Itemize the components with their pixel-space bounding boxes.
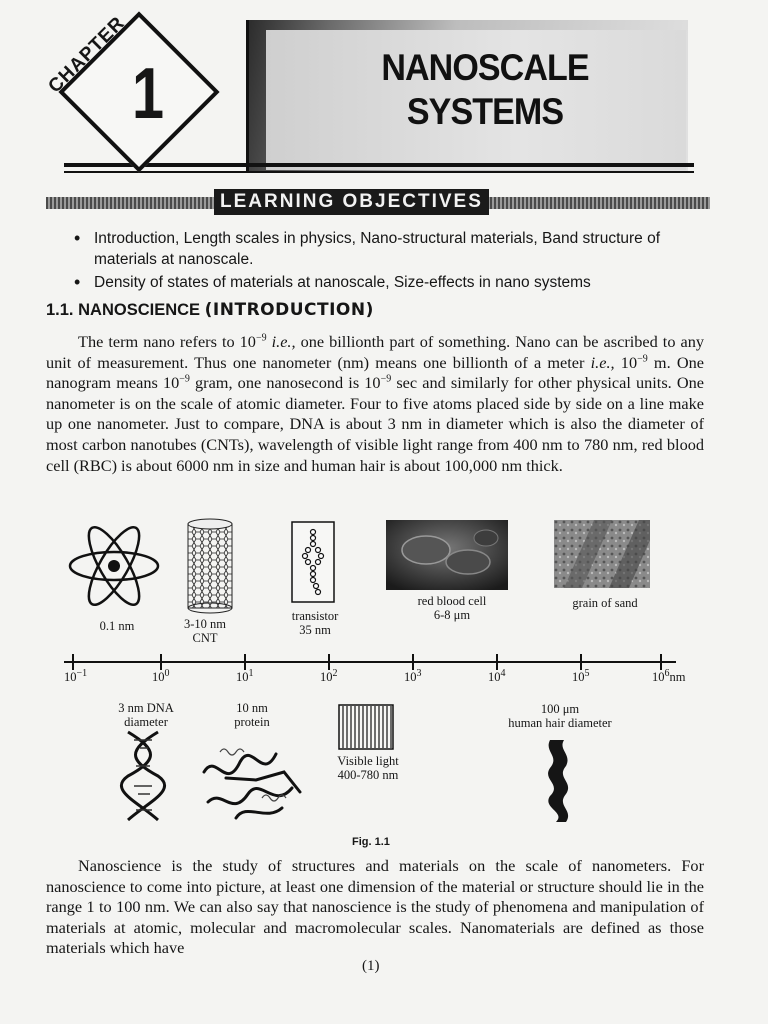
hair-label-line1: 100 μm — [540, 702, 580, 716]
tick-exponent: 1 — [248, 667, 254, 679]
scale-tick-label — [152, 667, 170, 685]
transistor-illustration — [290, 520, 336, 604]
scale-tick-label — [64, 667, 88, 685]
text-run: 10 — [614, 352, 638, 372]
scale-tick-label — [236, 667, 254, 685]
sand-grain-image — [554, 520, 650, 588]
objective-item: • Density of states of materials at nanoscale, Size-effects in nano systems — [66, 272, 716, 293]
exponent: −9 — [255, 332, 267, 344]
text-run-italic: i.e., — [590, 352, 615, 372]
cnt-label-line1: 3-10 nm — [183, 617, 226, 631]
scale-tick — [160, 654, 162, 670]
scale-axis — [64, 661, 676, 663]
hair-label — [486, 702, 634, 730]
rbc-label-line2: 6-8 μm — [433, 608, 471, 622]
tick-exponent: 6 — [664, 667, 670, 679]
banner-left-rule — [246, 20, 249, 172]
dna-label-line2: diameter — [124, 715, 168, 729]
tick-base: 10 — [572, 670, 585, 684]
atom-illustration — [68, 518, 160, 614]
tick-exponent: 0 — [164, 667, 170, 679]
cnt-label-line2: CNT — [192, 631, 218, 645]
chapter-number: 1 — [131, 54, 165, 134]
transistor-label-line1: transistor — [291, 609, 339, 623]
scale-tick-label — [652, 667, 686, 685]
page-number: (1) — [362, 958, 380, 974]
dna-label-line1: 3 nm DNA — [118, 701, 174, 715]
scale-tick-label — [320, 667, 338, 685]
tick-base: 10 — [652, 670, 665, 684]
protein-label-line2: protein — [234, 715, 270, 729]
chapter-title-line2: SYSTEMS — [406, 91, 564, 132]
exponent: −9 — [179, 373, 190, 385]
chapter-title-line1: NANOSCALE — [381, 47, 589, 88]
tick-exponent: 4 — [500, 667, 506, 679]
exponent: −9 — [380, 373, 392, 385]
tick-base: 10 — [404, 670, 417, 684]
scale-tick — [328, 654, 330, 670]
tick-exponent: −1 — [76, 667, 88, 679]
transistor-label-line2: 35 nm — [299, 623, 331, 637]
section-number: 1.1. — [46, 301, 74, 319]
scale-tick — [660, 654, 662, 670]
text-run: gram, one nanosecond is 10 — [189, 373, 381, 393]
scale-tick — [496, 654, 498, 670]
text-run-italic: i.e., — [266, 332, 296, 351]
cnt-illustration — [186, 518, 234, 614]
dna-illustration — [118, 730, 168, 822]
scale-tick — [412, 654, 414, 670]
text-run: one billionth part of something. Nano can be ascribed to any unit of measurement. Thus one nanometer (nm) means one billionth of a meter — [46, 332, 704, 372]
tick-base: 10 — [64, 670, 77, 684]
rbc-label-line1: red blood cell — [417, 594, 487, 608]
section-title: NANOSCIENCE — [78, 301, 201, 319]
exponent: −9 — [637, 353, 648, 365]
tick-exponent: 5 — [584, 667, 590, 679]
hair-label-line2: human hair diameter — [508, 716, 612, 730]
text-run: sec and similarly for other physical units. One nanometer is on the scale of atomic diameter. Four to five atoms placed side by side on a line make up one nanometer. Just to compare, DNA is about 3 nm in diameter which is also the diameter of most carbon nanotubes (CNTs), wavelength of visible light range from 400 nm to 780 nm, red blood cell (RBC) is about 6000 nm in size and human hair is about 100,000 nm thick. — [46, 373, 704, 475]
scale-tick-label — [404, 667, 422, 685]
scale-tick — [580, 654, 582, 670]
scale-tick-label — [572, 667, 590, 685]
transistor-label — [278, 609, 352, 637]
header-rule-bottom — [64, 171, 694, 173]
visible-light-label — [326, 754, 410, 782]
scale-tick — [72, 654, 74, 670]
chapter-word: CHAPTER — [44, 12, 130, 98]
visible-light-illustration — [338, 704, 394, 750]
tick-exponent: 2 — [332, 667, 338, 679]
text-run: The term nano refers to 10 — [78, 332, 256, 351]
sand-label: grain of sand — [572, 596, 638, 610]
header-rule-top — [64, 163, 694, 167]
chapter-title — [356, 46, 614, 134]
text-run: m. One nanogram means 10 — [46, 352, 704, 393]
objective-item: • Introduction, Length scales in physics, Nano-structural materials, Band structure of materials at nanoscale. — [66, 228, 716, 270]
scale-tick — [244, 654, 246, 670]
visible-light-label-line2: 400-780 nm — [337, 768, 399, 782]
figure-caption: Fig. 1.1 — [352, 836, 390, 848]
tick-base: 10 — [152, 670, 165, 684]
red-blood-cell-image — [386, 520, 508, 590]
cnt-label — [170, 617, 240, 645]
tick-base: 10 — [320, 670, 333, 684]
scale-tick-label — [488, 667, 506, 685]
protein-label — [220, 701, 284, 729]
visible-light-label-line1: Visible light — [337, 754, 399, 768]
tick-base: 10 — [488, 670, 501, 684]
human-hair-image — [536, 736, 578, 824]
section-heading — [46, 300, 374, 320]
rbc-label — [398, 594, 506, 622]
objectives-list — [66, 228, 716, 295]
paragraph-2: Nanoscience is the study of structures and materials on the scale of nanometers. For nanoscience to come into picture, at least one dimension of the material or structure should lie in the range 1 to 100 nm. We can also say that nanoscience is the study of phenomena and manipulation of materials at atomic, molecular and macromolecular scales. Nanomaterials are defined as those materials which have — [46, 856, 704, 958]
objectives-heading: LEARNING OBJECTIVES — [214, 189, 489, 215]
section-subtitle: (INTRODUCTION) — [204, 300, 374, 320]
tick-exponent: 3 — [416, 667, 422, 679]
paragraph-1 — [46, 332, 704, 476]
protein-label-line1: 10 nm — [236, 701, 268, 715]
scale-unit: nm — [669, 670, 686, 684]
tick-base: 10 — [236, 670, 249, 684]
dna-label — [108, 701, 184, 729]
protein-illustration — [196, 732, 314, 828]
atom-label: 0.1 nm — [99, 619, 135, 633]
